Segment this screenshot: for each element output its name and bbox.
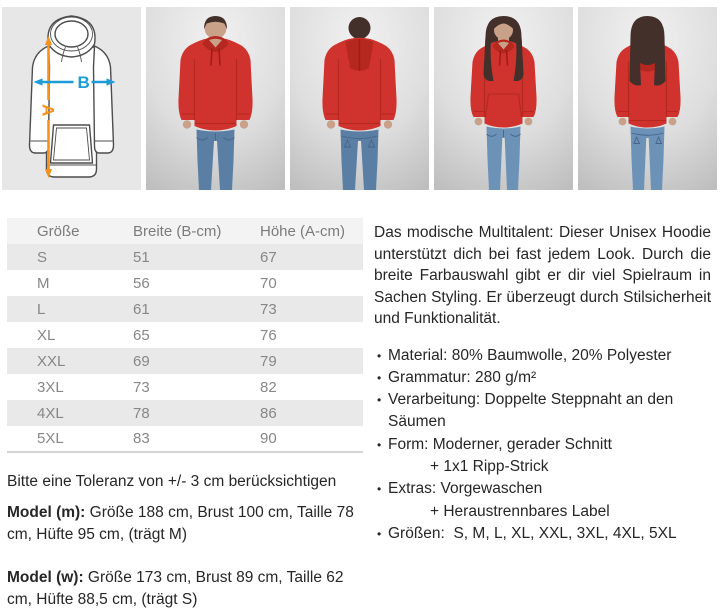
size-row-4XL (7, 400, 363, 426)
gallery-item-male-back[interactable] (290, 7, 429, 190)
hoodie-measurement-diagram (2, 7, 141, 190)
breite-cell: 78 (133, 404, 150, 422)
size-cell: S (37, 248, 48, 266)
size-row-XXL (7, 348, 363, 374)
gallery-item-female-front[interactable] (434, 7, 573, 190)
hoehe-cell: 90 (260, 430, 277, 447)
feature-extra-line: + Heraustrennbares Label (430, 502, 610, 520)
breite-cell: 83 (133, 430, 150, 447)
female-front-photo (434, 7, 573, 190)
feature-text: Extras: Vorgewaschen (388, 480, 543, 498)
feature-text: Verarbeitung: Doppelte Steppnaht an den Säumen (388, 391, 678, 431)
feature-list (374, 345, 711, 546)
column-header-breite: Breite (B-cm) (133, 222, 222, 240)
size-table-body (7, 244, 363, 452)
hoehe-cell: 82 (260, 378, 277, 396)
size-row-M (7, 270, 363, 296)
breite-cell: 69 (133, 352, 150, 370)
product-info-section (0, 218, 720, 611)
model-m-info (7, 502, 363, 546)
size-cell: XL (37, 326, 56, 344)
gallery-item-measurement-diagram[interactable] (2, 7, 141, 190)
hoehe-cell: 76 (260, 326, 277, 344)
size-cell: XXL (37, 352, 66, 370)
model-w-measurements: Größe 173 cm, Brust 89 cm, Taille 62 cm, Hüfte 88,5 cm, (trägt S) (7, 569, 348, 608)
size-chart-column (7, 218, 363, 611)
breite-cell: 56 (133, 274, 150, 292)
size-cell: L (37, 300, 46, 318)
hoehe-cell: 70 (260, 274, 277, 292)
feature-item (388, 478, 711, 523)
hoehe-cell: 67 (260, 248, 277, 266)
breite-cell: 73 (133, 378, 150, 396)
feature-text: Grammatur: 280 g/m² (388, 368, 537, 386)
size-row-L (7, 296, 363, 322)
product-description: Das modische Multitalent: Dieser Unisex Hoodie unterstützt dich bei fast jedem Look. Durch die breite Farbauswahl gibt er dir viel Spielraum in Sachen Styling. Er überzeugt durch Stilsicherheit und Funktionalität. (374, 224, 711, 327)
model-w-info (7, 567, 363, 611)
female-back-photo (578, 7, 717, 190)
description-column (374, 218, 720, 611)
size-row-5XL (7, 426, 363, 452)
size-table-header-row (7, 218, 363, 244)
size-cell: 5XL (37, 430, 64, 447)
feature-text: Form: Moderner, gerader Schnitt (388, 435, 612, 453)
column-header-groesse: Größe (37, 222, 80, 240)
size-cell: 3XL (37, 378, 64, 396)
size-row-S (7, 244, 363, 270)
feature-extra-line: + 1x1 Ripp-Strick (430, 457, 549, 475)
breite-cell: 65 (133, 326, 150, 344)
size-row-3XL (7, 374, 363, 400)
product-image-gallery (0, 0, 720, 190)
breite-cell: 51 (133, 248, 150, 266)
hoehe-cell: 73 (260, 300, 277, 318)
breite-cell: 61 (133, 300, 150, 318)
hoehe-cell: 79 (260, 352, 277, 370)
diagram-label-b: B (77, 73, 90, 92)
male-front-photo (146, 7, 285, 190)
column-header-hoehe: Höhe (A-cm) (260, 222, 346, 240)
feature-item (388, 389, 711, 434)
size-table (7, 218, 363, 453)
gallery-item-male-front[interactable] (146, 7, 285, 190)
model-m-measurements: Größe 188 cm, Brust 100 cm, Taille 78 cm, Hüfte 95 cm, (trägt M) (7, 504, 359, 543)
hoehe-cell: 86 (260, 404, 277, 422)
feature-item (388, 434, 711, 479)
model-w-label: Model (w): (7, 569, 84, 586)
model-m-label: Model (m): (7, 504, 86, 521)
size-cell: 4XL (37, 404, 64, 422)
diagram-label-a: A (38, 104, 58, 117)
size-cell: M (37, 274, 50, 292)
feature-item (388, 523, 711, 545)
male-back-photo (290, 7, 429, 190)
feature-text: Material: 80% Baumwolle, 20% Polyester (388, 346, 672, 364)
size-row-XL (7, 322, 363, 348)
feature-text: Größen: S, M, L, XL, XXL, 3XL, 4XL, 5XL (388, 524, 677, 542)
feature-item (388, 345, 711, 367)
tolerance-note: Bitte eine Toleranz von +/- 3 cm berücksichtigen (7, 473, 337, 490)
feature-item (388, 367, 711, 389)
gallery-item-female-back[interactable] (578, 7, 717, 190)
